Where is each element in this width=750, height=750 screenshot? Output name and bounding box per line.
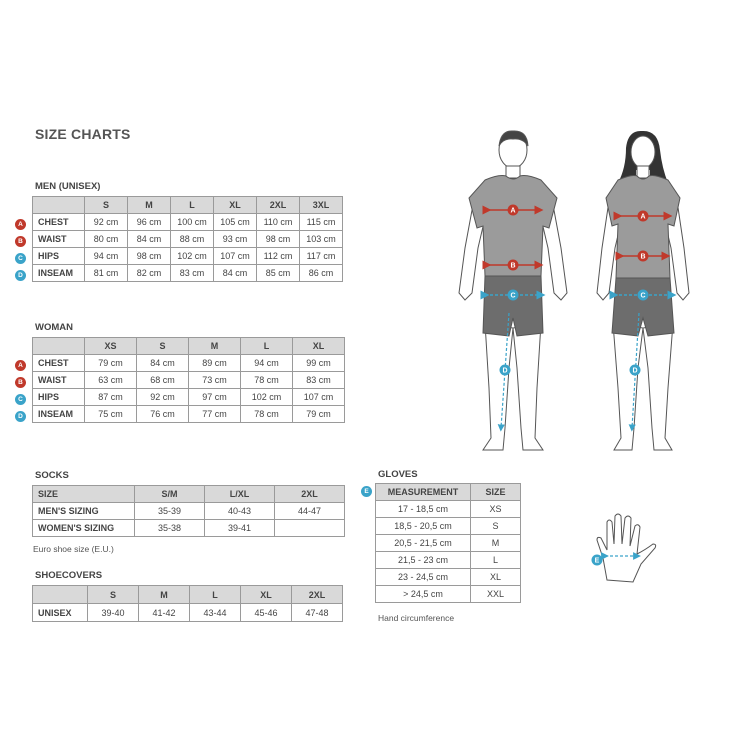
table-row [376,501,521,518]
row-label: WAIST [33,372,85,389]
table-cell: 76 cm [137,406,189,423]
table-row [33,389,345,406]
men-section-label: MEN (UNISEX) [35,181,101,192]
table-row [376,518,521,535]
header-cell: M [139,586,190,604]
row-label: INSEAM [33,406,85,423]
table-cell: 92 cm [137,389,189,406]
header-cell [33,197,85,214]
header-cell: 2XL [275,486,345,503]
table-row [33,406,345,423]
table-cell: 35-38 [135,520,205,537]
table-header-row [33,197,343,214]
header-cell: M [189,338,241,355]
table-cell: XL [471,569,521,586]
table-row [33,520,345,537]
table-cell: 78 cm [241,372,293,389]
table-cell: 79 cm [293,406,345,423]
male-body-measurement-icon [445,128,580,463]
table-cell: 99 cm [293,355,345,372]
table-cell: 17 - 18,5 cm [376,501,471,518]
table-cell: 88 cm [171,231,214,248]
table-cell: 110 cm [257,214,300,231]
badge-c: C [510,292,516,300]
table-cell: XXL [471,586,521,603]
table-cell: 80 cm [85,231,128,248]
table-cell: 102 cm [241,389,293,406]
table-cell: 102 cm [171,248,214,265]
table-cell: 47-48 [292,604,343,622]
table-cell: 82 cm [128,265,171,282]
table-cell: 45-46 [241,604,292,622]
row-label: CHEST [33,214,85,231]
page-title: SIZE CHARTS [35,126,131,142]
header-cell: 2XL [292,586,343,604]
header-cell: XL [241,586,292,604]
table-cell: 115 cm [300,214,343,231]
gloves-section-label: GLOVES [378,469,418,480]
table-cell: 35-39 [135,503,205,520]
table-cell: L [471,552,521,569]
table-cell: 98 cm [257,231,300,248]
row-label: HIPS [33,389,85,406]
table-cell: 23 - 24,5 cm [376,569,471,586]
table-cell: 81 cm [85,265,128,282]
header-cell [33,586,88,604]
header-cell: M [128,197,171,214]
header-cell [33,338,85,355]
table-cell: 112 cm [257,248,300,265]
badge-b: B [15,236,26,247]
header-cell: SIZE [471,484,521,501]
table-row [33,265,343,282]
header-cell: S [137,338,189,355]
table-row [33,214,343,231]
header-cell: MEASUREMENT [376,484,471,501]
table-cell: 107 cm [214,248,257,265]
table-cell: 84 cm [128,231,171,248]
table-row [33,604,343,622]
female-body-measurement-icon [588,128,698,463]
badge-d: D [502,367,508,375]
table-cell: 79 cm [85,355,137,372]
table-row [33,355,345,372]
row-label: MEN'S SIZING [33,503,135,520]
table-cell: 77 cm [189,406,241,423]
header-cell: L [171,197,214,214]
table-cell: 96 cm [128,214,171,231]
woman-size-table [32,337,345,423]
badge-c: C [15,253,26,264]
table-row [33,231,343,248]
table-cell: 40-43 [205,503,275,520]
badge-b: B [15,377,26,388]
row-label: WOMEN'S SIZING [33,520,135,537]
row-label: WAIST [33,231,85,248]
table-row [33,372,345,389]
table-row [376,535,521,552]
table-cell [275,520,345,537]
badge-e: E [361,486,372,497]
table-cell: 85 cm [257,265,300,282]
table-cell: 20,5 - 21,5 cm [376,535,471,552]
table-cell: 84 cm [214,265,257,282]
table-row [376,552,521,569]
socks-size-table [32,485,345,537]
table-cell: 41-42 [139,604,190,622]
table-cell: 73 cm [189,372,241,389]
header-cell: L [190,586,241,604]
header-cell: S/M [135,486,205,503]
row-label: CHEST [33,355,85,372]
header-cell: 3XL [300,197,343,214]
table-cell: XS [471,501,521,518]
row-label: INSEAM [33,265,85,282]
table-cell: 100 cm [171,214,214,231]
badge-c: C [15,394,26,405]
shoecovers-section-label: SHOECOVERS [35,570,103,581]
table-cell: 44-47 [275,503,345,520]
table-row [376,586,521,603]
table-cell: 75 cm [85,406,137,423]
hand-measurement-icon [585,510,665,585]
badge-b: B [510,262,516,270]
table-cell: 117 cm [300,248,343,265]
badge-d: D [15,411,26,422]
gloves-size-table [375,483,521,603]
table-cell: 18,5 - 20,5 cm [376,518,471,535]
table-cell: 103 cm [300,231,343,248]
table-cell: 93 cm [214,231,257,248]
table-row [33,248,343,265]
row-label: HIPS [33,248,85,265]
table-row [33,503,345,520]
table-cell: 21,5 - 23 cm [376,552,471,569]
table-header-row [33,586,343,604]
table-cell: 83 cm [293,372,345,389]
badge-a: A [15,360,26,371]
table-cell: > 24,5 cm [376,586,471,603]
header-cell: L [241,338,293,355]
header-cell: 2XL [257,197,300,214]
men-size-table [32,196,343,282]
socks-section-label: SOCKS [35,470,69,481]
table-header-row [33,486,345,503]
badge-a: A [15,219,26,230]
table-cell: 92 cm [85,214,128,231]
header-cell: S [85,197,128,214]
badge-a: A [640,213,646,221]
table-cell: 39-40 [88,604,139,622]
shoecovers-size-table [32,585,343,622]
header-cell: L/XL [205,486,275,503]
table-cell: 94 cm [241,355,293,372]
table-cell: 86 cm [300,265,343,282]
table-header-row [376,484,521,501]
table-cell: 94 cm [85,248,128,265]
badge-d: D [15,270,26,281]
badge-a: A [510,207,516,215]
badge-b: B [640,253,646,261]
header-cell: XL [214,197,257,214]
table-cell: 84 cm [137,355,189,372]
header-cell: XS [85,338,137,355]
header-cell: S [88,586,139,604]
badge-d: D [632,367,638,375]
table-cell: M [471,535,521,552]
table-cell: 83 cm [171,265,214,282]
socks-note: Euro shoe size (E.U.) [33,544,114,554]
table-header-row [33,338,345,355]
woman-section-label: WOMAN [35,322,73,333]
table-row [376,569,521,586]
table-cell: 63 cm [85,372,137,389]
badge-c: C [640,292,646,300]
table-cell: 105 cm [214,214,257,231]
table-cell: 68 cm [137,372,189,389]
gloves-note: Hand circumference [378,613,455,623]
table-cell: S [471,518,521,535]
table-cell: 87 cm [85,389,137,406]
table-cell: 43-44 [190,604,241,622]
row-label: UNISEX [33,604,88,622]
table-cell: 107 cm [293,389,345,406]
table-cell: 97 cm [189,389,241,406]
table-cell: 98 cm [128,248,171,265]
table-cell: 39-41 [205,520,275,537]
table-cell: 89 cm [189,355,241,372]
header-cell: SIZE [33,486,135,503]
table-cell: 78 cm [241,406,293,423]
badge-e: E [594,557,600,565]
header-cell: XL [293,338,345,355]
